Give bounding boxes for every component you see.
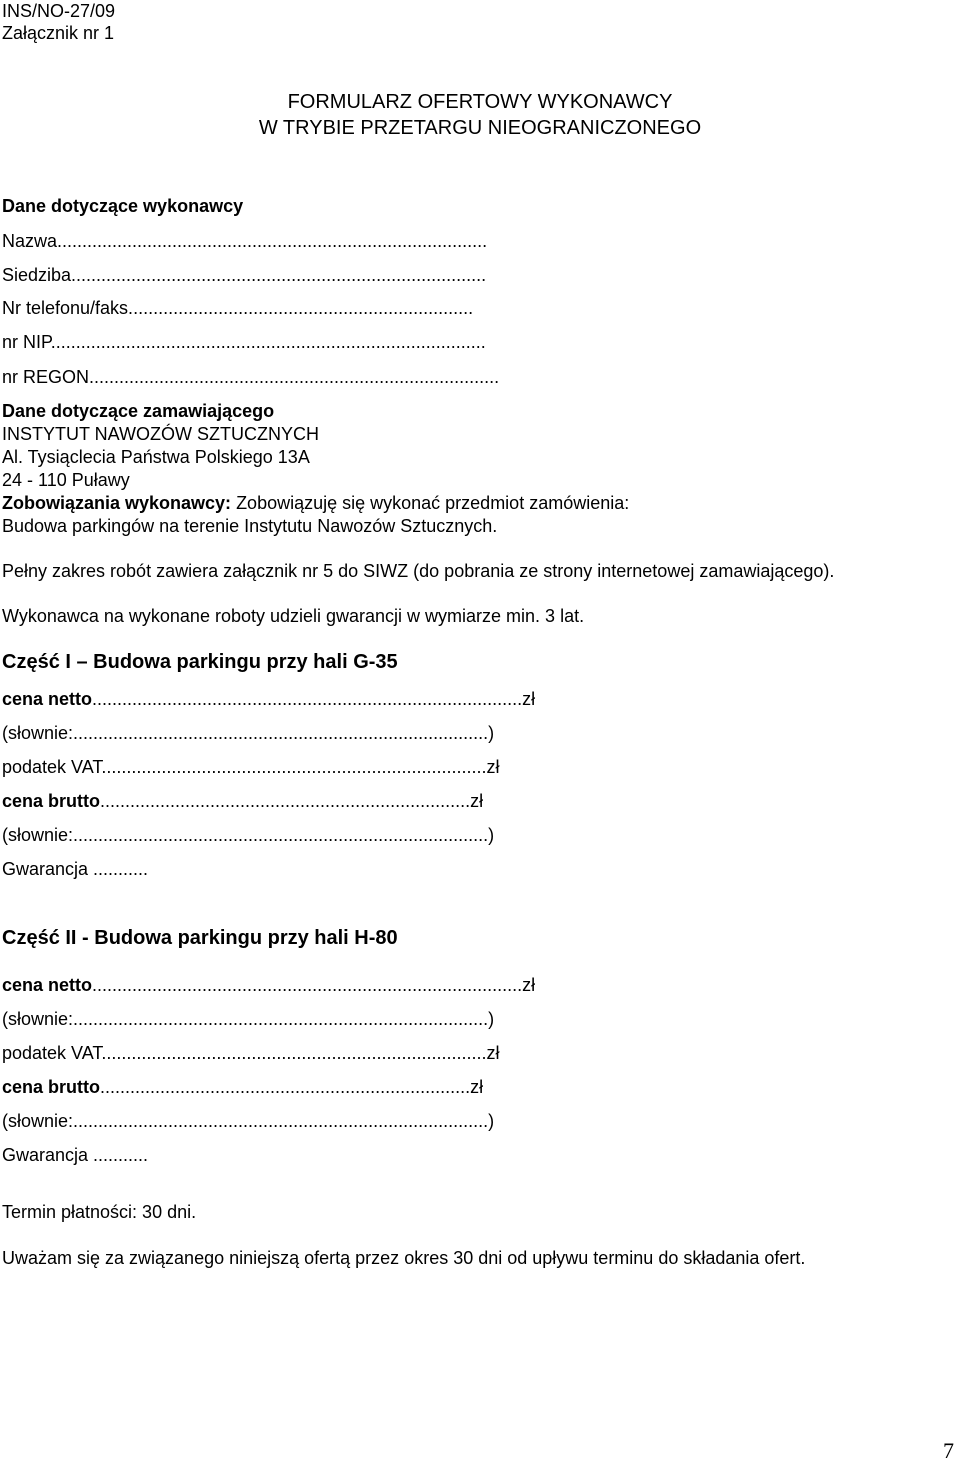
part1-vat: podatek VAT.............................................................................zł	[2, 757, 500, 777]
part2-guarantee: Gwarancja ...........	[2, 1145, 149, 1165]
contractor-regon-field: nr REGON..................................................................................	[2, 367, 500, 387]
form-title-line1: FORMULARZ OFERTOWY WYKONAWCY	[287, 91, 673, 113]
part2-gross-words: (słownie:...................................................................................)	[2, 1111, 495, 1131]
part1-gross-price	[2, 790, 483, 812]
part1-net-price	[2, 688, 535, 710]
contractor-nip-field: nr NIP.......................................................................................	[2, 332, 486, 352]
part2-gross-label: cena brutto	[2, 1077, 101, 1097]
contractor-heading: Dane dotyczące wykonawcy	[2, 196, 244, 216]
part2-gross-price	[2, 1076, 483, 1098]
part1-gross-label: cena brutto	[2, 791, 101, 811]
part1-net-label: cena netto	[2, 689, 93, 709]
part2-gross-fill: ..........................................................................zł	[100, 1077, 484, 1097]
part2-vat: podatek VAT.............................................................................zł	[2, 1043, 500, 1063]
obligations-label: Zobowiązania wykonawcy:	[2, 493, 232, 513]
contractor-name-field: Nazwa......................................................................................	[2, 231, 488, 251]
client-heading: Dane dotyczące zamawiającego	[2, 401, 275, 421]
contractor-phone-field: Nr telefonu/faks.....................................................................	[2, 298, 474, 318]
attachment-label: Załącznik nr 1	[2, 23, 115, 43]
client-street: Al. Tysiąclecia Państwa Polskiego 13A	[2, 447, 310, 467]
contractor-seat-field: Siedziba...................................................................................	[2, 265, 487, 285]
part2-net-price	[2, 974, 535, 996]
scope-paragraph: Pełny zakres robót zawiera załącznik nr 5 do SIWZ (do pobrania ze strony internetowej zamawiającego).	[2, 561, 835, 581]
payment-terms: Termin płatności: 30 dni.	[2, 1202, 197, 1222]
form-title-line2: W TRYBIE PRZETARGU NIEOGRANICZONEGO	[258, 117, 702, 139]
client-city: 24 - 110 Puławy	[2, 470, 130, 490]
part2-net-label: cena netto	[2, 975, 93, 995]
document-reference: INS/NO-27/09	[2, 1, 116, 21]
part1-guarantee: Gwarancja ...........	[2, 859, 149, 879]
obligations-subject: Budowa parkingów na terenie Instytutu Nawozów Sztucznych.	[2, 516, 498, 536]
part1-net-fill: ......................................................................................zł	[92, 689, 536, 709]
part2-heading: Część II - Budowa parkingu przy hali H-80	[2, 927, 398, 949]
page-number: 7	[943, 1438, 954, 1463]
client-name: INSTYTUT NAWOZÓW SZTUCZNYCH	[2, 424, 319, 444]
part2-net-words: (słownie:...................................................................................)	[2, 1009, 495, 1029]
obligations-line	[2, 492, 629, 514]
binding-statement: Uważam się za związanego niniejszą ofertą przez okres 30 dni od upływu terminu do składania ofert.	[2, 1248, 806, 1268]
part1-net-words: (słownie:...................................................................................)	[2, 723, 495, 743]
part1-gross-fill: ..........................................................................zł	[100, 791, 484, 811]
part1-heading: Część I – Budowa parkingu przy hali G-35	[2, 651, 398, 673]
obligations-text: Zobowiązuję się wykonać przedmiot zamówienia:	[231, 493, 630, 513]
part2-net-fill: ......................................................................................zł	[92, 975, 536, 995]
warranty-note: Wykonawca na wykonane roboty udzieli gwarancji w wymiarze min. 3 lat.	[2, 606, 585, 626]
part1-gross-words: (słownie:...................................................................................)	[2, 825, 495, 845]
